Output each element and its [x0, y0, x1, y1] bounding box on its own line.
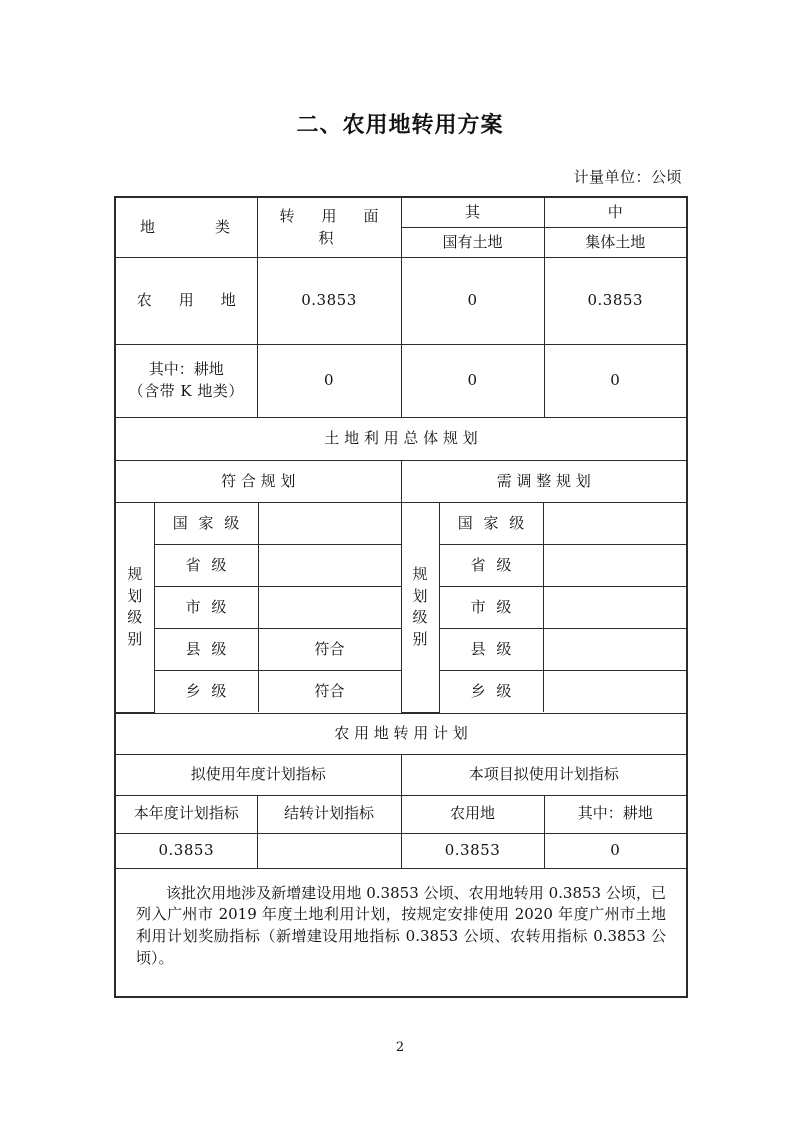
overall-plan-block: [115, 461, 687, 714]
overall-plan-block-row: [115, 461, 687, 714]
level-label-right-township: 乡 级: [439, 671, 543, 713]
page-number: 2: [395, 1040, 405, 1055]
level-label-left-county: 县 级: [154, 629, 258, 671]
column-header-carryover-quota: 结转计划指标: [257, 795, 401, 833]
table-note-row: [115, 868, 687, 997]
group-header-project-plan-quota: 本项目拟使用计划指标: [401, 754, 687, 795]
adjust-value-county: [543, 629, 686, 671]
table-note-text: 该批次用地涉及新增建设用地 0.3853 公顷、农用地转用 0.3853 公顷，已列入广州市 2019 年度土地利用计划，按规定安排使用 2020 年度广州市土地利用计划奖励指标（新增建设用地指标 0.3853 公顷、农转用指标 0.3853 公顷）。: [136, 883, 666, 967]
header-of-which-right: 中: [544, 197, 687, 228]
cell-agricultural-collective-owned: 0.3853: [544, 258, 687, 345]
row-label-cultivated-land: [115, 345, 257, 418]
conversion-plan-group-row: [115, 754, 687, 795]
conform-value-national: [258, 503, 401, 545]
level-label-right-municipal: 市 级: [439, 587, 543, 629]
row-label-agricultural-land: 农 用 地: [115, 258, 257, 345]
cell-cultivated-state-owned: 0: [401, 345, 544, 418]
header-converted-area: 转 用 面 积: [257, 197, 401, 258]
plan-subheader-row: [116, 461, 686, 503]
page-title: 二、农用地转用方案: [296, 113, 504, 138]
value-agricultural-land: 0.3853: [401, 833, 544, 868]
cell-cultivated-converted-area: 0: [257, 345, 401, 418]
cell-agricultural-state-owned: 0: [401, 258, 544, 345]
group-header-annual-plan-quota: 拟使用年度计划指标: [115, 754, 401, 795]
level-label-left-provincial: 省 级: [154, 545, 258, 587]
cell-agricultural-converted-area: 0.3853: [257, 258, 401, 345]
row-label-cultivated-line1: 其中：耕地: [148, 360, 224, 379]
table-header-row-1: [115, 197, 687, 228]
plan-level-row-national: [116, 503, 686, 545]
section-banner-conversion-plan: 农 用 地 转 用 计 划: [115, 713, 687, 754]
adjust-value-national: [543, 503, 686, 545]
section-banner-conversion-plan-row: [115, 713, 687, 754]
measurement-unit-note: 计量单位：公顷: [573, 168, 682, 186]
conform-value-provincial: [258, 545, 401, 587]
adjust-value-township: [543, 671, 686, 713]
header-collective-owned: 集体土地: [544, 228, 687, 258]
header-land-type: 地 类: [115, 197, 257, 258]
level-label-left-municipal: 市 级: [154, 587, 258, 629]
conversion-plan-column-row: [115, 795, 687, 833]
conversion-plan-value-row: [115, 833, 687, 868]
vertical-label-plan-level-right: 规 划 级 别: [401, 503, 439, 713]
conform-value-township: 符合: [258, 671, 401, 713]
table-row-cultivated-land: [115, 345, 687, 418]
adjust-value-municipal: [543, 587, 686, 629]
adjust-value-provincial: [543, 545, 686, 587]
vertical-label-plan-level-left: 规 划 级 别: [116, 503, 154, 713]
value-current-year-quota: 0.3853: [115, 833, 257, 868]
table-row-agricultural-land: [115, 258, 687, 345]
value-of-which-cultivated: 0: [544, 833, 687, 868]
level-label-left-township: 乡 级: [154, 671, 258, 713]
conform-value-municipal: [258, 587, 401, 629]
cell-cultivated-collective-owned: 0: [544, 345, 687, 418]
subheader-conform-plan: 符 合 规 划: [116, 461, 401, 503]
subheader-adjust-plan: 需 调 整 规 划: [401, 461, 686, 503]
value-carryover-quota: [257, 833, 401, 868]
header-state-owned: 国有土地: [401, 228, 544, 258]
column-header-current-year-quota: 本年度计划指标: [115, 795, 257, 833]
conform-value-county: 符合: [258, 629, 401, 671]
section-banner-overall-plan: 土 地 利 用 总 体 规 划: [115, 418, 687, 461]
table-note-cell: [115, 868, 687, 997]
level-label-right-national: 国 家 级: [439, 503, 543, 545]
level-label-right-provincial: 省 级: [439, 545, 543, 587]
column-header-agricultural-land: 农用地: [401, 795, 544, 833]
section-banner-overall-plan-row: [115, 418, 687, 461]
header-of-which-left: 其: [401, 197, 544, 228]
level-label-left-national: 国 家 级: [154, 503, 258, 545]
row-label-cultivated-line2: （含带 K 地类）: [128, 382, 244, 400]
level-label-right-county: 县 级: [439, 629, 543, 671]
column-header-of-which-cultivated: 其中：耕地: [544, 795, 687, 833]
farmland-conversion-table: [114, 196, 686, 998]
